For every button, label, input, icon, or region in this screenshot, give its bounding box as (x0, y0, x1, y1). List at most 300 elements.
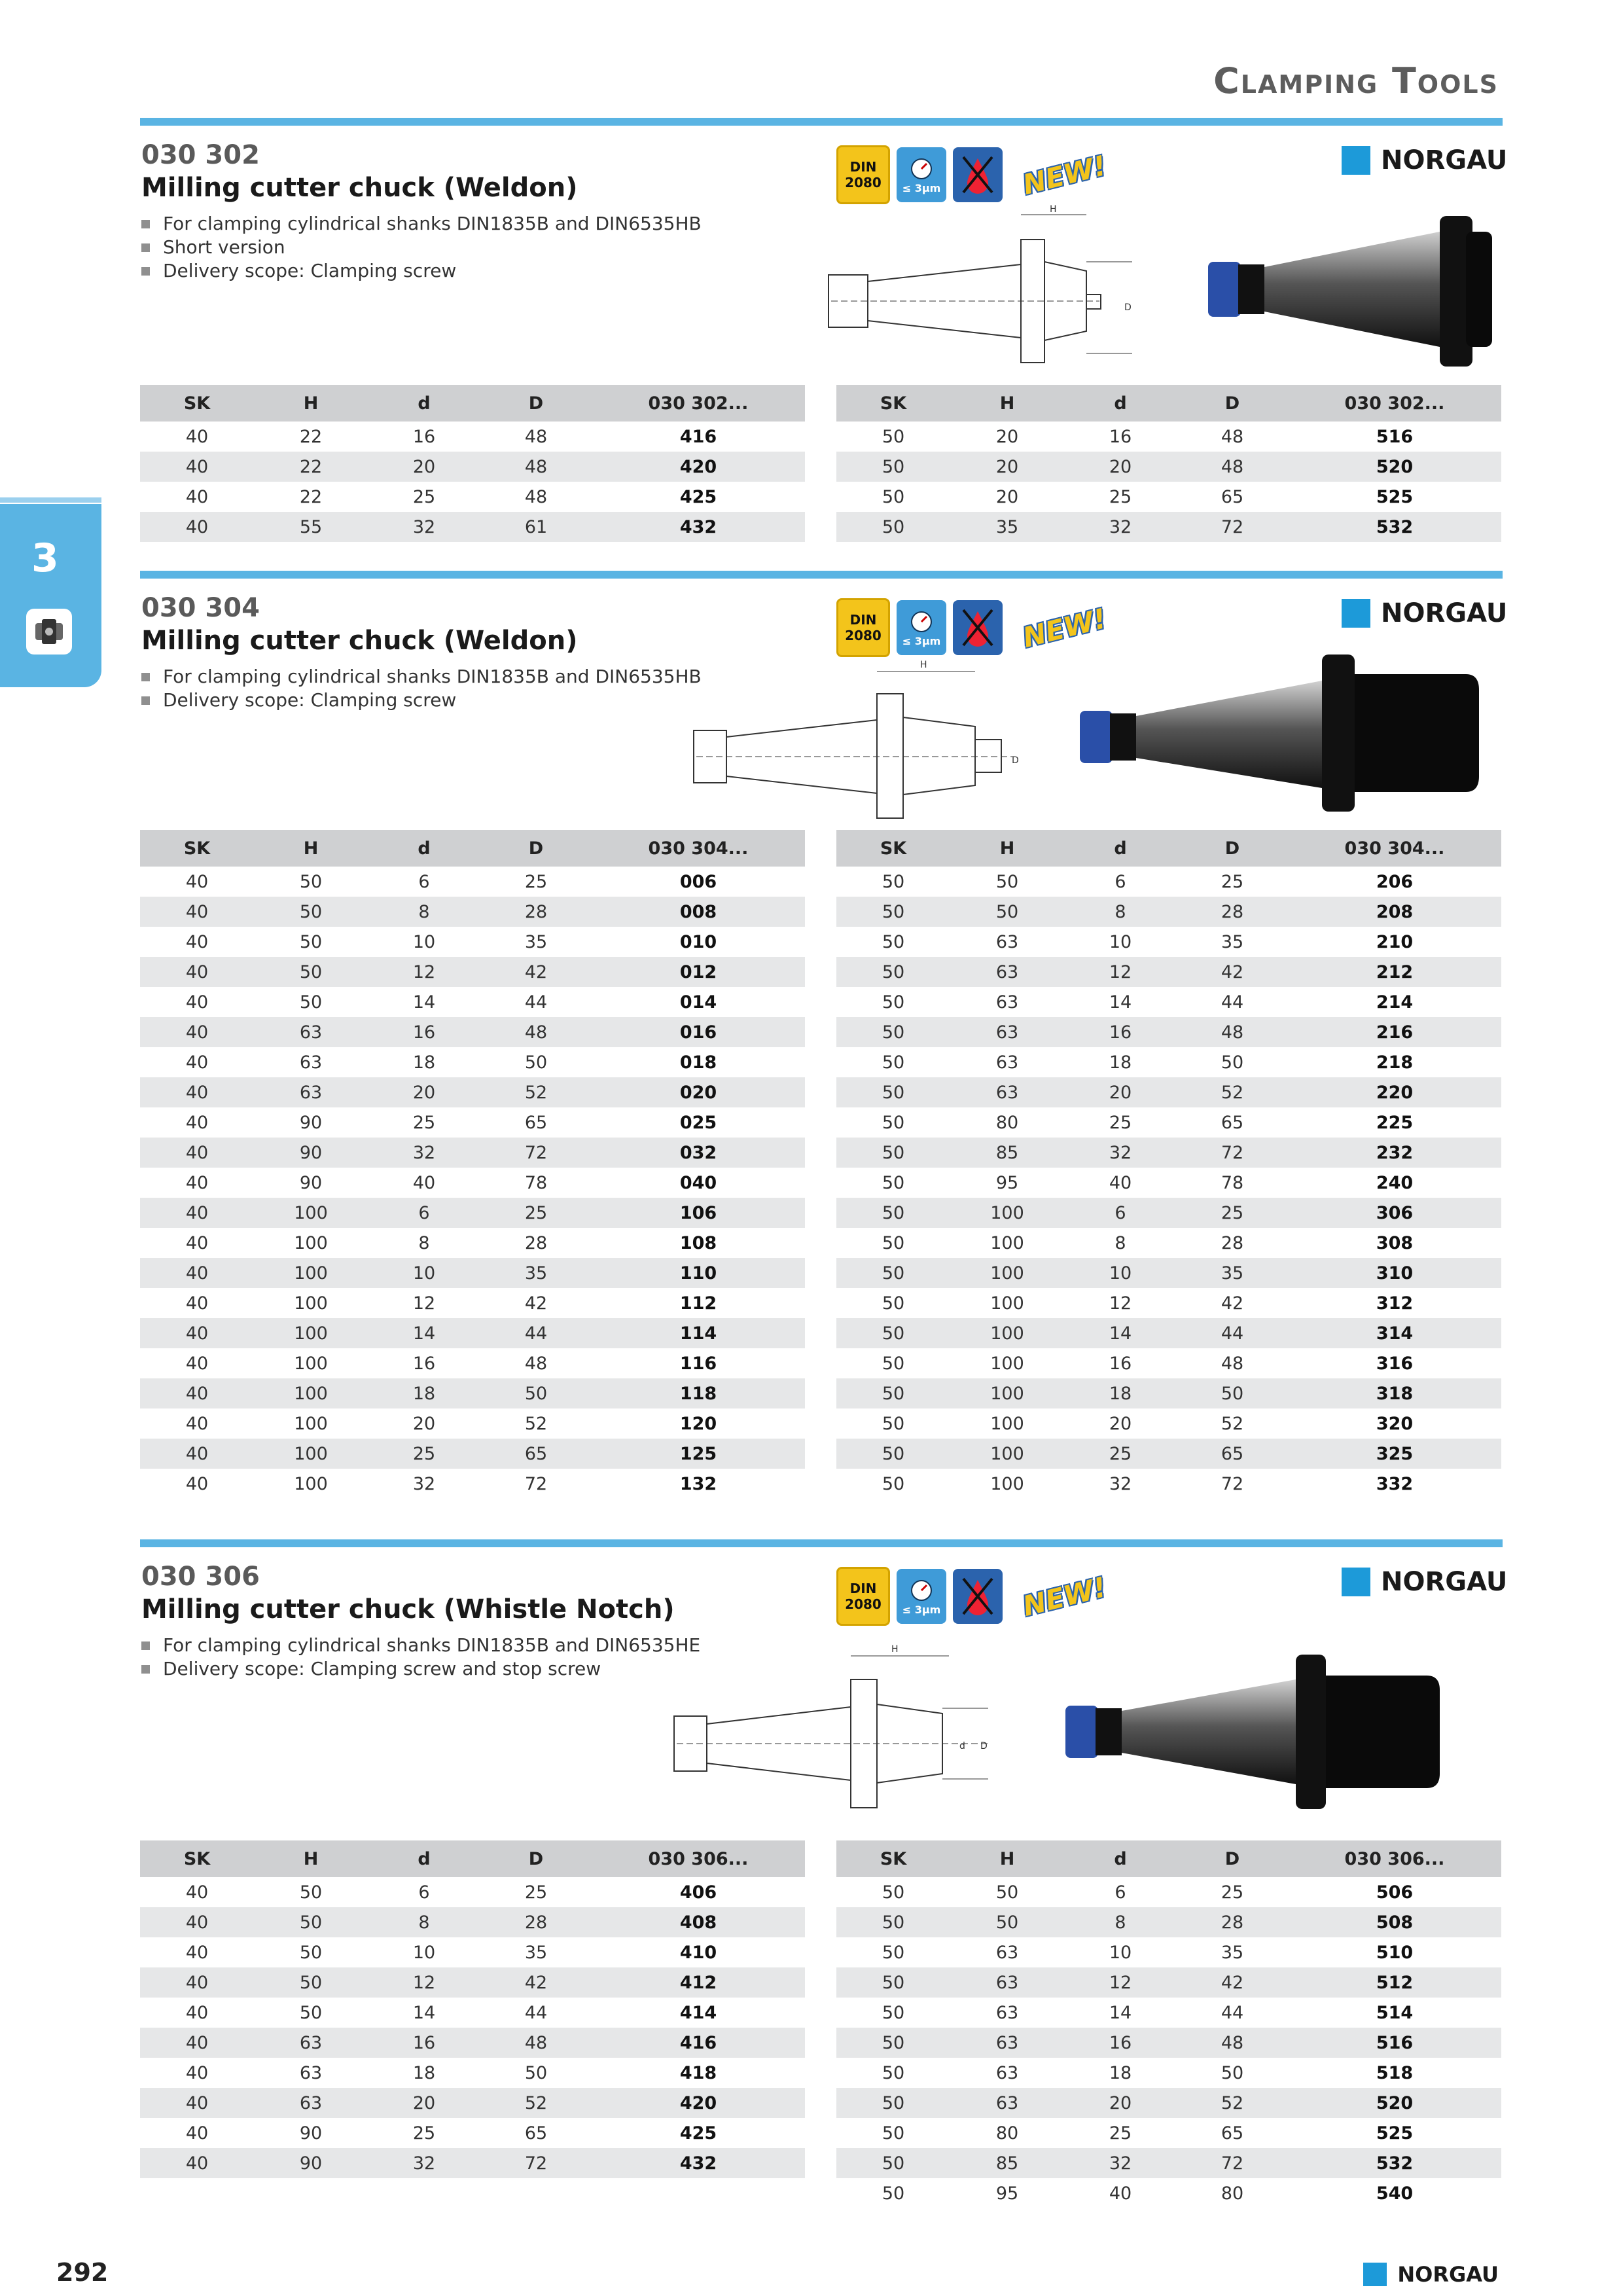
table-cell: 50 (254, 957, 368, 987)
table-cell: 72 (1177, 512, 1288, 542)
table-cell: 32 (368, 2148, 480, 2178)
article-number-cell: 212 (1288, 957, 1501, 987)
table-cell: 20 (995, 486, 1019, 507)
table-cell: 100 (254, 1318, 368, 1348)
article-number-cell: 025 (679, 1112, 717, 1133)
table-cell: 50 (836, 1138, 950, 1168)
article-number-cell: 032 (592, 1138, 805, 1168)
table-cell: 50 (1221, 1052, 1244, 1073)
table-row (836, 1378, 1501, 1408)
col-header: d (368, 1840, 480, 1877)
table-cell: 10 (412, 931, 436, 952)
article-number-cell: 114 (592, 1318, 805, 1348)
article-number-cell: 106 (592, 1198, 805, 1228)
table-cell: 50 (299, 992, 323, 1013)
table-header-row (140, 830, 805, 867)
feature-item: Delivery scope: Clamping screw and stop screw (141, 1657, 700, 1681)
table-cell: 100 (950, 1378, 1064, 1408)
table-cell: 40 (1109, 2183, 1132, 2204)
table-cell: 40 (140, 1967, 254, 1998)
table-row (140, 2058, 805, 2088)
table-cell: 40 (185, 486, 209, 507)
article-number-cell: 320 (1376, 1413, 1414, 1434)
table-cell: 50 (882, 1882, 905, 1903)
table-cell: 50 (882, 1942, 905, 1963)
table-cell: 50 (950, 897, 1064, 927)
table-cell: 44 (1221, 2002, 1244, 2023)
brand-logo: NORGAU (1342, 1567, 1507, 1597)
table-cell: 40 (185, 426, 209, 447)
product-title: Milling cutter chuck (Weldon) (141, 173, 578, 203)
table-cell: 14 (412, 992, 436, 1013)
brand-square-icon (1342, 146, 1370, 175)
table-cell: 40 (185, 2002, 209, 2023)
article-number-cell: 416 (679, 426, 717, 447)
table-cell: 14 (412, 2002, 436, 2023)
col-header: SK (140, 385, 254, 422)
table-cell: 16 (1064, 2028, 1177, 2058)
table-row (836, 422, 1501, 452)
article-number-cell: 020 (592, 1077, 805, 1107)
table-cell: 16 (412, 1353, 436, 1374)
table-cell: 100 (294, 1232, 328, 1253)
table-cell: 50 (882, 1353, 905, 1374)
table-cell: 40 (140, 512, 254, 542)
article-number-cell: 018 (679, 1052, 717, 1073)
table-cell: 32 (1109, 1473, 1132, 1494)
table-cell: 63 (995, 2002, 1019, 2023)
table-cell: 50 (882, 1473, 905, 1494)
table-row (836, 1168, 1501, 1198)
col-header: 030 304... (1288, 830, 1501, 867)
table-row (836, 1017, 1501, 1047)
table-cell: 63 (950, 957, 1064, 987)
table-row (140, 1378, 805, 1408)
table-cell: 42 (1221, 1293, 1244, 1314)
table-row (140, 2148, 805, 2178)
table-cell: 50 (836, 1378, 950, 1408)
table-cell: 32 (412, 1473, 436, 1494)
table-row (836, 2088, 1501, 2118)
table-cell: 52 (1177, 2088, 1288, 2118)
table-cell: 18 (1109, 1052, 1132, 1073)
article-number-cell: 508 (1288, 1907, 1501, 1937)
article-number-cell: 006 (679, 871, 717, 892)
col-header: d (1064, 830, 1177, 867)
table-cell: 25 (1221, 871, 1244, 892)
feature-list (141, 1634, 700, 1681)
table-cell: 25 (524, 871, 548, 892)
table-cell: 50 (882, 931, 905, 952)
table-cell: 72 (524, 1473, 548, 1494)
table-cell: 50 (836, 1077, 950, 1107)
spec-table-sk50 (836, 1840, 1501, 2208)
table-cell: 20 (1064, 1077, 1177, 1107)
table-cell: 50 (836, 1017, 950, 1047)
table-cell: 90 (254, 2148, 368, 2178)
article-number-cell: 318 (1288, 1378, 1501, 1408)
col-header: 030 304... (592, 830, 805, 867)
col-header: D (1177, 385, 1288, 422)
table-cell: 50 (299, 931, 323, 952)
article-number-cell: 206 (1376, 871, 1414, 892)
article-number-cell: 220 (1288, 1077, 1501, 1107)
spec-table-sk50 (836, 830, 1501, 1499)
article-number-cell: 116 (679, 1353, 717, 1374)
table-row (836, 927, 1501, 957)
table-row (140, 2118, 805, 2148)
article-number-cell: 312 (1376, 1293, 1414, 1314)
table-row (140, 1198, 805, 1228)
feature-item: Delivery scope: Clamping screw (141, 689, 702, 712)
table-cell: 63 (950, 2088, 1064, 2118)
table-cell: 10 (1109, 931, 1132, 952)
article-number-cell: 525 (1376, 2123, 1414, 2144)
table-cell: 42 (1177, 1967, 1288, 1998)
catalog-section-title: Clamping Tools (1213, 60, 1499, 101)
table-cell: 40 (185, 871, 209, 892)
table-row (836, 2028, 1501, 2058)
spec-table-sk40 (140, 830, 805, 1499)
table-cell: 63 (299, 1052, 323, 1073)
table-cell: 12 (412, 1293, 436, 1314)
table-cell: 80 (1221, 2183, 1244, 2204)
spec-table-sk40 (140, 1840, 805, 2178)
technical-drawing (661, 1643, 1027, 1813)
table-row (836, 867, 1501, 897)
article-number-cell: 316 (1376, 1353, 1414, 1374)
table-row (836, 1198, 1501, 1228)
table-row (140, 987, 805, 1017)
table-cell: 100 (990, 1232, 1024, 1253)
table-row (140, 897, 805, 927)
table-cell: 16 (1064, 1017, 1177, 1047)
table-cell: 28 (1177, 1907, 1288, 1937)
table-row (140, 1877, 805, 1907)
table-cell: 50 (836, 1198, 950, 1228)
article-number-cell: 414 (679, 2002, 717, 2023)
article-number-cell: 232 (1288, 1138, 1501, 1168)
table-cell: 52 (1177, 1077, 1288, 1107)
table-cell: 8 (1064, 1907, 1177, 1937)
table-cell: 20 (368, 452, 480, 482)
col-header: D (480, 385, 592, 422)
table-cell: 50 (254, 1907, 368, 1937)
table-row (836, 1288, 1501, 1318)
table-cell: 100 (990, 1293, 1024, 1314)
table-cell: 14 (368, 1318, 480, 1348)
table-cell: 50 (524, 2062, 548, 2083)
table-cell: 40 (140, 1258, 254, 1288)
col-header: D (1177, 1840, 1288, 1877)
table-cell: 8 (1064, 897, 1177, 927)
feature-list (141, 212, 702, 283)
din-badge: DIN 2080 (836, 598, 890, 657)
gauge-icon: ≤ 3µm (897, 147, 946, 202)
table-cell: 63 (995, 992, 1019, 1013)
table-cell: 18 (412, 2062, 436, 2083)
table-row (140, 1907, 805, 1937)
table-cell: 18 (412, 1052, 436, 1073)
table-cell: 50 (480, 1378, 592, 1408)
table-cell: 63 (950, 2028, 1064, 2058)
table-cell: 42 (1177, 957, 1288, 987)
table-cell: 22 (299, 486, 323, 507)
col-header: D (480, 830, 592, 867)
table-cell: 63 (995, 2062, 1019, 2083)
table-cell: 48 (480, 452, 592, 482)
table-cell: 95 (995, 2183, 1019, 2204)
product-code: 030 306 (141, 1562, 260, 1592)
article-number-cell: 120 (679, 1413, 717, 1434)
svg-text:d: d (959, 1741, 965, 1751)
table-cell: 16 (412, 426, 436, 447)
table-cell: 72 (1221, 1473, 1244, 1494)
table-row (140, 1288, 805, 1318)
product-title: Milling cutter chuck (Weldon) (141, 626, 578, 656)
table-cell: 35 (480, 1258, 592, 1288)
table-row (140, 2088, 805, 2118)
article-number-cell: 406 (679, 1882, 717, 1903)
table-cell: 50 (882, 486, 905, 507)
table-cell: 90 (299, 1112, 323, 1133)
table-cell: 6 (1064, 1198, 1177, 1228)
table-cell: 28 (480, 1907, 592, 1937)
table-cell: 72 (480, 1138, 592, 1168)
svg-text:D: D (980, 1741, 988, 1751)
table-row (140, 422, 805, 452)
table-cell: 14 (1064, 1318, 1177, 1348)
table-cell: 100 (254, 1258, 368, 1288)
table-cell: 25 (1177, 1198, 1288, 1228)
table-cell: 20 (1109, 1413, 1132, 1434)
table-header-row (836, 830, 1501, 867)
table-row (836, 1138, 1501, 1168)
table-cell: 48 (1177, 452, 1288, 482)
table-cell: 100 (294, 1473, 328, 1494)
table-cell: 50 (836, 957, 950, 987)
article-number-cell: 525 (1376, 486, 1414, 507)
col-header: H (254, 830, 368, 867)
table-row (836, 2178, 1501, 2208)
table-cell: 78 (524, 1172, 548, 1193)
table-cell: 85 (950, 2148, 1064, 2178)
article-number-cell: 432 (592, 2148, 805, 2178)
table-cell: 100 (990, 1413, 1024, 1434)
article-number-cell: 216 (1288, 1017, 1501, 1047)
table-cell: 50 (882, 1172, 905, 1193)
table-row (140, 957, 805, 987)
page-number: 292 (56, 2258, 109, 2287)
new-badge: NEW! (1019, 149, 1110, 201)
table-cell: 50 (836, 2148, 950, 2178)
table-cell: 50 (836, 2028, 950, 2058)
table-cell: 44 (1221, 992, 1244, 1013)
table-cell: 40 (140, 897, 254, 927)
table-cell: 48 (1221, 426, 1244, 447)
table-row (836, 897, 1501, 927)
article-number-cell: 410 (679, 1942, 717, 1963)
section-divider (140, 118, 1503, 126)
table-cell: 6 (1115, 871, 1126, 892)
article-number-cell: 225 (1376, 1112, 1414, 1133)
table-cell: 50 (836, 897, 950, 927)
chapter-number: 3 (31, 535, 59, 581)
table-cell: 25 (412, 1112, 436, 1133)
table-cell: 6 (1115, 1882, 1126, 1903)
table-cell: 16 (1109, 1353, 1132, 1374)
table-row (140, 1168, 805, 1198)
article-number-cell: 332 (1376, 1473, 1414, 1494)
table-cell: 63 (995, 1942, 1019, 1963)
table-cell: 22 (299, 426, 323, 447)
table-cell: 100 (990, 1353, 1024, 1374)
table-cell: 32 (1064, 2148, 1177, 2178)
table-cell: 25 (368, 1439, 480, 1469)
table-row (836, 1258, 1501, 1288)
table-header-row (836, 385, 1501, 422)
table-cell: 10 (1064, 1258, 1177, 1288)
table-header-row (140, 385, 805, 422)
col-header: SK (140, 1840, 254, 1877)
table-cell: 55 (254, 512, 368, 542)
table-cell: 52 (524, 1413, 548, 1434)
table-cell: 25 (1109, 1112, 1132, 1133)
feature-list (141, 665, 702, 712)
table-cell: 50 (882, 1293, 905, 1314)
table-cell: 50 (882, 2062, 905, 2083)
table-cell: 63 (995, 931, 1019, 952)
table-cell: 40 (185, 2123, 209, 2144)
table-cell: 40 (140, 1138, 254, 1168)
col-header: d (368, 830, 480, 867)
table-row (836, 1937, 1501, 1967)
feature-item: For clamping cylindrical shanks DIN1835B and DIN6535HE (141, 1634, 700, 1657)
table-row (140, 1228, 805, 1258)
product-photo (1073, 648, 1492, 818)
table-cell: 52 (480, 1077, 592, 1107)
table-cell: 12 (368, 1967, 480, 1998)
table-cell: 48 (480, 2028, 592, 2058)
table-cell: 40 (140, 1378, 254, 1408)
no-coolant-icon (953, 1569, 1003, 1624)
table-cell: 50 (882, 1232, 905, 1253)
table-row (836, 1077, 1501, 1107)
table-cell: 50 (995, 1882, 1019, 1903)
product-photo (1204, 209, 1505, 367)
table-cell: 72 (480, 2148, 592, 2178)
col-header: SK (836, 830, 950, 867)
table-cell: 100 (254, 1439, 368, 1469)
article-number-cell: 010 (679, 931, 717, 952)
table-cell: 40 (185, 1353, 209, 1374)
din-badge: DIN 2080 (836, 145, 890, 204)
table-cell: 40 (140, 1907, 254, 1937)
table-cell: 20 (368, 2088, 480, 2118)
table-cell: 50 (299, 1942, 323, 1963)
table-cell: 40 (140, 452, 254, 482)
table-cell: 25 (412, 2123, 436, 2144)
col-header: 030 302... (1288, 385, 1501, 422)
table-row (140, 452, 805, 482)
table-cell: 72 (1177, 2148, 1288, 2178)
table-cell: 6 (368, 1198, 480, 1228)
table-cell: 65 (1177, 1439, 1288, 1469)
article-number-cell: 125 (592, 1439, 805, 1469)
article-number-cell: 014 (679, 992, 717, 1013)
table-cell: 40 (185, 1052, 209, 1073)
table-cell: 12 (1109, 1293, 1132, 1314)
table-row (836, 452, 1501, 482)
table-cell: 20 (1064, 2088, 1177, 2118)
feature-item: Short version (141, 236, 702, 259)
table-cell: 40 (185, 931, 209, 952)
table-cell: 50 (1177, 1378, 1288, 1408)
table-cell: 100 (254, 1198, 368, 1228)
table-row (836, 512, 1501, 542)
table-row (836, 1907, 1501, 1937)
table-cell: 85 (950, 1138, 1064, 1168)
table-row (836, 987, 1501, 1017)
table-cell: 63 (254, 2028, 368, 2058)
article-number-cell: 325 (1288, 1439, 1501, 1469)
table-row (140, 1348, 805, 1378)
table-cell: 42 (480, 1967, 592, 1998)
table-cell: 50 (882, 426, 905, 447)
table-row (140, 1439, 805, 1469)
table-cell: 63 (254, 1017, 368, 1047)
svg-text:D: D (1124, 302, 1132, 313)
table-row (836, 2058, 1501, 2088)
table-cell: 40 (140, 2088, 254, 2118)
table-cell: 50 (524, 1052, 548, 1073)
article-number-cell: 314 (1288, 1318, 1501, 1348)
table-cell: 100 (950, 1258, 1064, 1288)
table-cell: 28 (1221, 1232, 1244, 1253)
table-cell: 6 (418, 1882, 430, 1903)
table-cell: 100 (950, 1318, 1064, 1348)
table-cell: 25 (1221, 1882, 1244, 1903)
table-cell: 50 (1221, 2062, 1244, 2083)
table-cell: 8 (1115, 1232, 1126, 1253)
article-number-cell: 432 (592, 512, 805, 542)
col-header: d (1064, 1840, 1177, 1877)
table-cell: 20 (995, 426, 1019, 447)
article-number-cell: 008 (592, 897, 805, 927)
table-cell: 6 (418, 871, 430, 892)
article-number-cell: 310 (1288, 1258, 1501, 1288)
feature-badges (836, 1567, 1110, 1626)
table-row (140, 1107, 805, 1138)
table-cell: 16 (1109, 426, 1132, 447)
table-cell: 48 (1177, 1017, 1288, 1047)
article-number-cell: 012 (592, 957, 805, 987)
table-cell: 95 (995, 1172, 1019, 1193)
article-number-cell: 306 (1288, 1198, 1501, 1228)
table-cell: 25 (1109, 2123, 1132, 2144)
table-cell: 48 (524, 486, 548, 507)
table-cell: 52 (1221, 1413, 1244, 1434)
table-cell: 100 (294, 1293, 328, 1314)
table-cell: 48 (1177, 2028, 1288, 2058)
feature-item: For clamping cylindrical shanks DIN1835B and DIN6535HB (141, 665, 702, 689)
col-header: H (254, 1840, 368, 1877)
table-cell: 40 (140, 957, 254, 987)
article-number-cell: 412 (592, 1967, 805, 1998)
table-cell: 20 (1064, 452, 1177, 482)
col-header: 030 306... (592, 1840, 805, 1877)
col-header: 030 306... (1288, 1840, 1501, 1877)
